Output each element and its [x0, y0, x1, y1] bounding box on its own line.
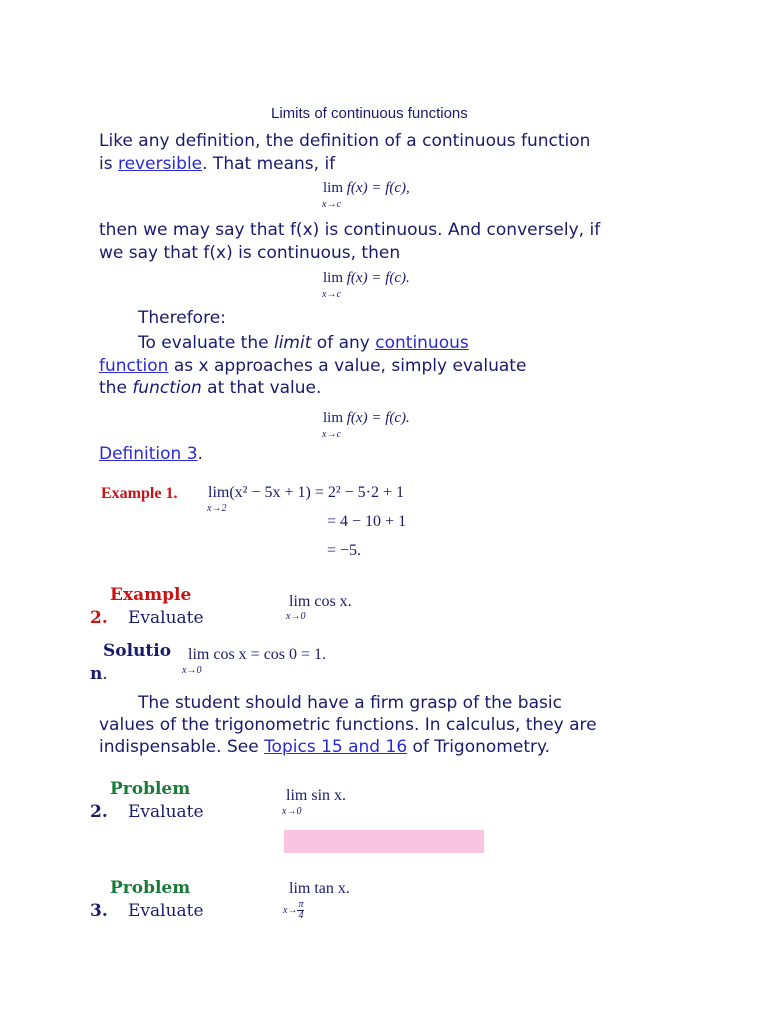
therefore-line-2-post: as x approaches a value, simply evaluate [168, 356, 527, 376]
problem-3-label: Problem [110, 878, 191, 898]
problem-3-expr: lim tan x. [289, 880, 350, 897]
problem-2-evaluate: Evaluate [128, 802, 204, 822]
example-1-line-3: = −5. [327, 542, 362, 559]
example-2-sub: x→0 [286, 611, 306, 622]
example-1-sub: x→2 [207, 503, 227, 514]
formula-2 [323, 270, 410, 287]
continuous-function-link[interactable]: continuous [375, 333, 469, 353]
example-2-label: Example [110, 585, 192, 605]
solution-n: n [90, 664, 103, 684]
problem-2-number: 2. [90, 802, 108, 822]
lim-label: lim [323, 410, 344, 426]
fraction-denominator: 4 [298, 910, 304, 921]
lim-label: lim [323, 270, 344, 286]
reversible-link[interactable]: reversible [117, 154, 203, 174]
fraction-numerator: π [298, 899, 304, 910]
solution-label-part-1: Solutio [103, 641, 172, 661]
page-title: Limits of continuous functions [271, 105, 468, 122]
solution-sub: x→0 [182, 665, 202, 676]
intro-line-2 [99, 153, 335, 175]
problem-3-number: 3. [90, 901, 108, 921]
example-2-number: 2. [90, 608, 108, 628]
formula-3 [323, 410, 410, 427]
formula-1 [323, 180, 410, 197]
function-word: function [132, 378, 202, 398]
problem-2-label: Problem [110, 779, 191, 799]
formula-1-body: f(x) = f(c), [346, 180, 410, 196]
definition-period: . [197, 444, 203, 464]
definition-3-link[interactable]: Definition 3 [99, 444, 198, 464]
problem-2-expr: lim sin x. [286, 787, 347, 804]
intro-line-1: Like any definition, the definition of a continuous function [99, 131, 591, 151]
limit-word: limit [273, 333, 312, 353]
therefore-line-1 [138, 332, 469, 354]
formula-1-sub: x→c [322, 199, 341, 210]
therefore-line-1-mid: of any [311, 333, 376, 353]
therefore-line-1-pre: To evaluate the [138, 333, 274, 353]
lim-label: lim [323, 180, 344, 196]
intro-line-2-post: . That means, if [202, 154, 336, 174]
problem-3-evaluate: Evaluate [128, 901, 204, 921]
paragraph-line-1: The student should have a firm grasp of the basic [138, 693, 562, 713]
therefore-line-3-pre: the [99, 378, 133, 398]
example-1-line-2: = 4 − 10 + 1 [327, 513, 407, 530]
example-1-label: Example 1. [101, 485, 178, 502]
example-1-line-1: lim(x² − 5x + 1) = 2² − 5·2 + 1 [208, 484, 405, 501]
example-2-evaluate: Evaluate [128, 608, 204, 628]
formula-2-body: f(x) = f(c). [346, 270, 410, 286]
paragraph-line-2: values of the trigonometric functions. In calculus, they are [99, 715, 597, 735]
formula-2-sub: x→c [322, 289, 341, 300]
example-2-expr: lim cos x. [289, 593, 352, 610]
problem-3-sub-arrow: x→ [283, 904, 298, 916]
problem-2-sub: x→0 [282, 806, 302, 817]
paragraph-line-3-pre: indispensable. See [99, 737, 265, 757]
paragraph-line-3-post: of Trigonometry. [407, 737, 551, 757]
solution-period: . [102, 664, 108, 684]
formula-3-body: f(x) = f(c). [346, 410, 410, 426]
therefore-line-2 [99, 355, 526, 377]
solution-expr: lim cos x = cos 0 = 1. [188, 646, 327, 663]
pi-over-4-fraction [297, 900, 304, 921]
problem-3-sub [283, 900, 304, 921]
therefore-line-3 [99, 377, 321, 399]
intro-line-3: then we may say that f(x) is continuous. And conversely, if [99, 220, 601, 240]
problem-2-answer-box[interactable] [284, 830, 484, 853]
therefore-label: Therefore: [138, 308, 226, 328]
topics-15-16-link[interactable]: Topics 15 and 16 [264, 737, 408, 757]
formula-3-sub: x→c [322, 429, 341, 440]
solution-label-part-2 [90, 664, 108, 684]
function-link[interactable]: function [99, 356, 169, 376]
intro-line-4: we say that f(x) is continuous, then [99, 243, 401, 263]
therefore-line-3-post: at that value. [201, 378, 322, 398]
definition-line [99, 443, 203, 465]
intro-line-2-pre: is [99, 154, 118, 174]
paragraph-line-3 [99, 736, 550, 758]
